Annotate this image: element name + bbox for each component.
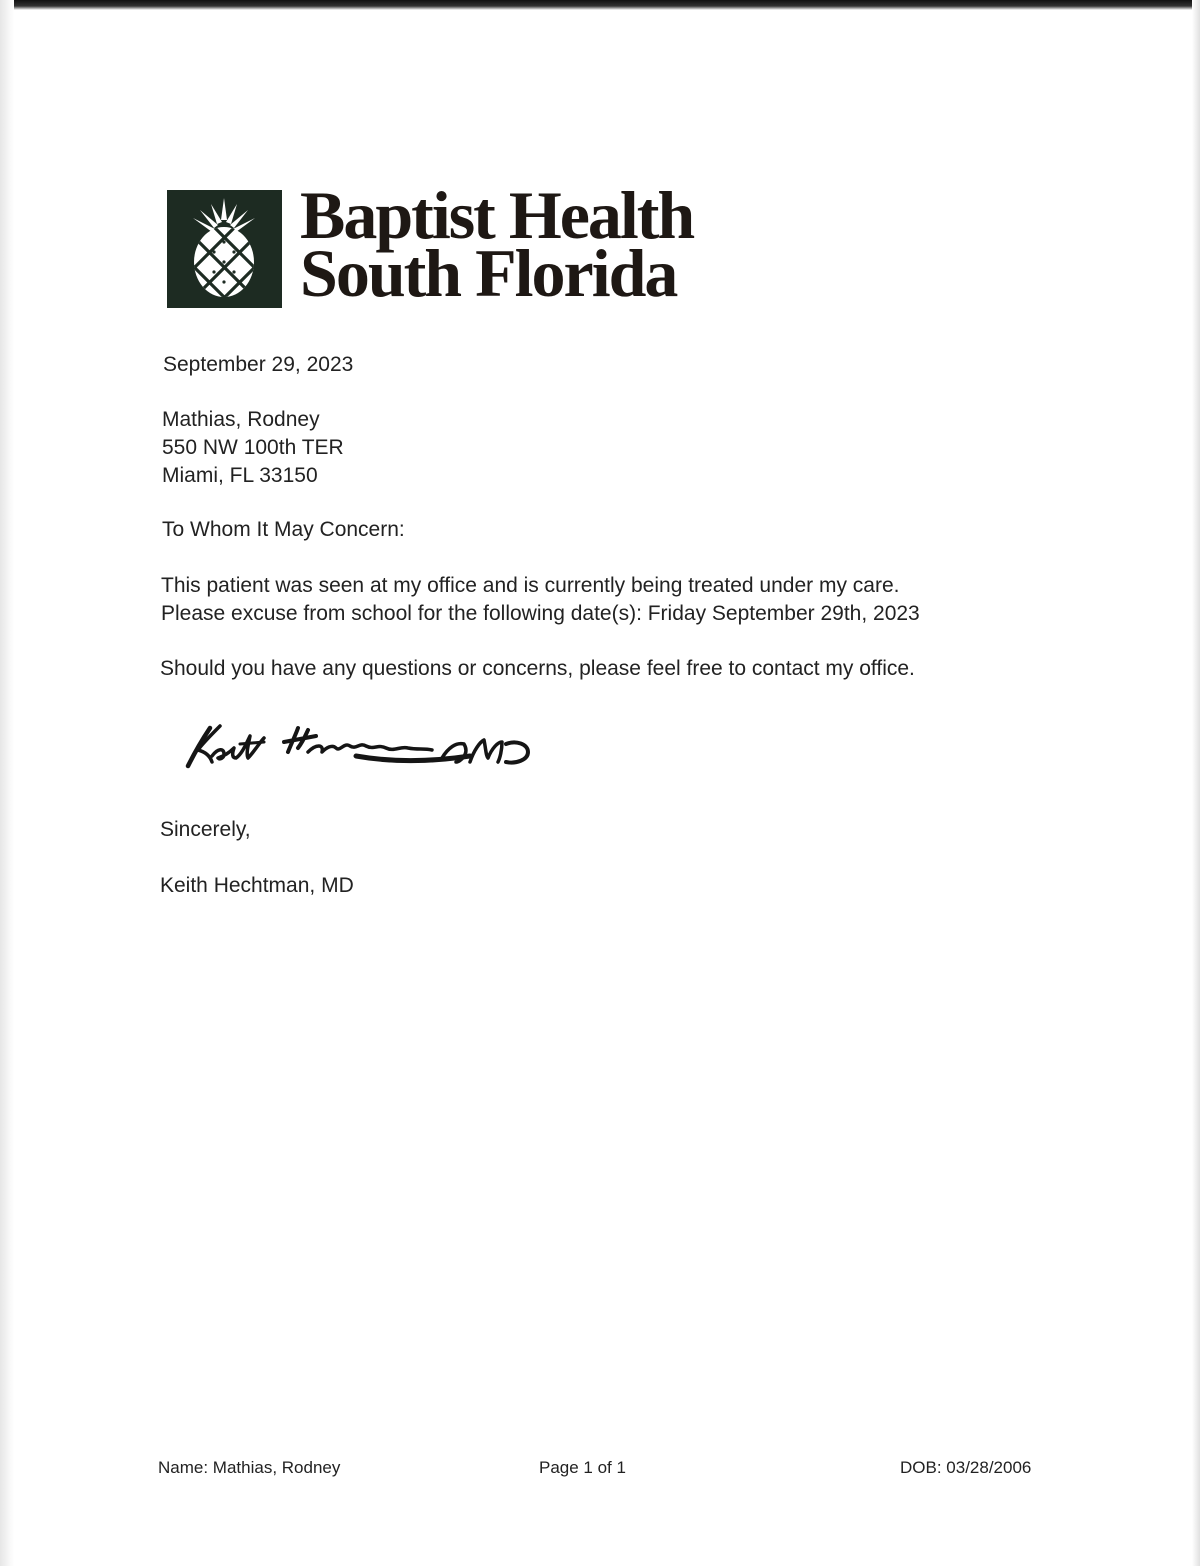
letterhead-line-2: South Florida [300, 235, 677, 311]
scan-right-edge [1192, 0, 1200, 1566]
body-line-1: This patient was seen at my office and is currently being treated under my care. [161, 574, 900, 597]
letterhead-line-1: Baptist Health [300, 177, 694, 253]
pineapple-logo-icon [167, 190, 282, 308]
recipient-name: Mathias, Rodney [162, 408, 320, 431]
handwritten-signature [180, 718, 540, 778]
footer-patient-name: Name: Mathias, Rodney [158, 1458, 341, 1477]
closing: Sincerely, [160, 818, 251, 841]
body-line-2: Please excuse from school for the following date(s): Friday September 29th, 2023 [161, 602, 920, 625]
letter-date: September 29, 2023 [163, 353, 354, 376]
recipient-city: Miami, FL 33150 [162, 464, 318, 487]
body-line-3: Should you have any questions or concerns, please feel free to contact my office. [160, 657, 915, 680]
footer-page-number: Page 1 of 1 [539, 1458, 626, 1477]
scan-top-edge [0, 0, 1200, 10]
letterhead-title [300, 177, 694, 311]
scan-left-edge [0, 0, 14, 1566]
recipient-street: 550 NW 100th TER [162, 436, 344, 459]
footer-dob: DOB: 03/28/2006 [900, 1458, 1032, 1477]
salutation: To Whom It May Concern: [162, 518, 405, 541]
signer-name: Keith Hechtman, MD [160, 874, 354, 897]
